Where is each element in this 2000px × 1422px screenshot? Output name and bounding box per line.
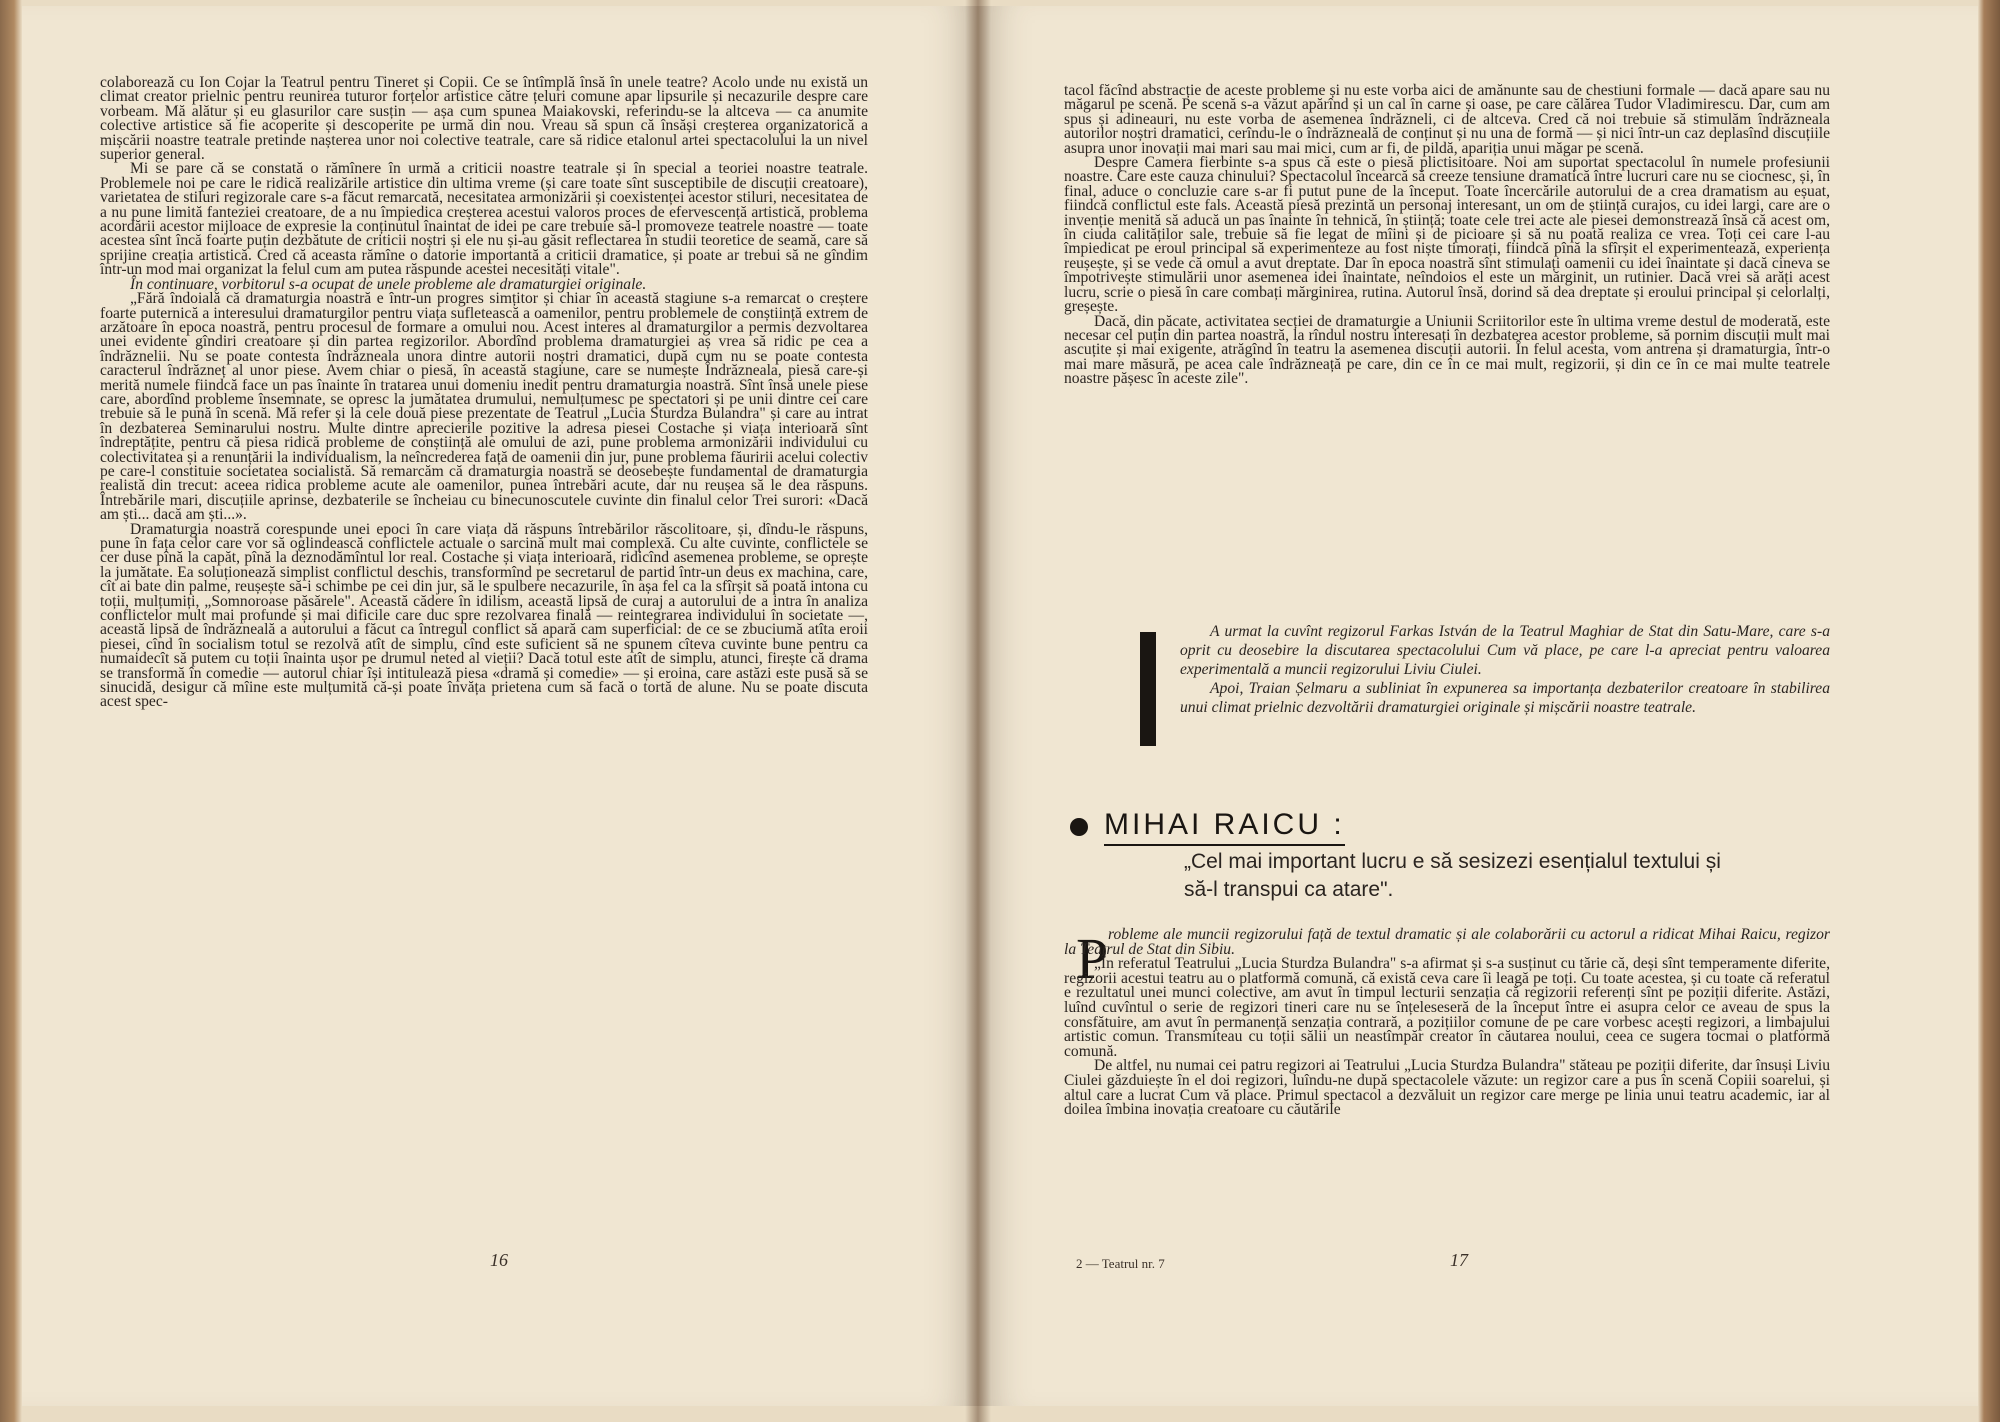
- paragraph: tacol făcînd abstracție de aceste probleme și nu este vorba aici de amănunte sau de chestiuni formale — dacă apare sau nu măgarul pe scenă. Pe scenă s-a văzut apărînd și un cal în carne și oase, pe care călărea Tudor Vladimirescu. Dar, cum am spus și adineauri, nu este vorba de asemenea îndrăzneli, ci de altceva. Cred că noi trebuie să stimulăm îndrăzneala autorilor noștri dramatici, cerîndu-le o îndrăzneală de conținut și nu una de formă — și nici într-un caz deplasînd discuțiile asupra unor inovații mai mari sau mai mici, cum ar fi, de pildă, apariția unui măgar pe scenă.: [1064, 82, 1830, 157]
- speaker-heading: [1070, 808, 1345, 846]
- paragraph: „Fără îndoială că dramaturgia noastră e într-un progres simțitor și chiar în această stagiune s-a remarcat o creștere foarte puternică a interesului dramaturgilor pentru viața sufletească a oamenilor, pentru problemele de conștiință extrem de arzătoare în epoca noastră, pentru procesul de formare a omului nou. Acest interes al dramaturgilor a permis dezvoltarea unei evidente gîndiri creatoare și din partea regizorilor. Abordînd problema dramaturgiei aș vrea să ridic pe cea a îndrăznelii. Nu se poate contesta îndrăzneala unora dintre autorii noștri dramatici, după cum nu se poate contesta caracterul îndrăzneț al unor piese. Avem chiar o piesă, în această stagiune, care se numește Îndrăzneala, piesă care-și merită numele fiindcă face un pas înainte în tratarea unui domeniu inedit pentru dramaturgia noastră. Sînt însă unele piese care, abordînd probleme însemnate, se opresc la jumătatea drumului, nemulțumesc pe spectatori și pe unii dintre cei care trebuie să le pună în scenă. Mă refer și la cele două piese prezentate de Teatrul „Lucia Sturdza Bulandra" și care au intrat în dezbaterea Seminarului nostru. Multe dintre aprecierile pozitive la adresa piesei Costache și viața interioară sînt îndreptățite, pentru că piesa ridică probleme de conștiință ale omului de azi, pune problema armonizării individului cu colectivitatea și a renunțării la individualism, la neîncrederea față de oamenii din jur, pune problema făuririi acelui colectiv pe care-l constituie societatea socialistă. Să remarcăm că dramaturgia noastră se deosebește fundamental de dramaturgia realistă din trecut: aceea ridica probleme acute ale oamenilor, punea întrebări acute, dar nu reușea să le dea răspuns. Întrebările mari, discuțiile aprinse, dezbaterile se încheiau cu binecunoscutele cuvinte din finalul celor Trei surori: «Dacă am ști... dacă am ști...».: [100, 290, 868, 524]
- right-page-text: [1064, 84, 1830, 387]
- decorative-bar: [1140, 632, 1156, 746]
- intro-italic-block: [1180, 622, 1830, 717]
- footer-signature: 2 — Teatrul nr. 7: [1076, 1256, 1165, 1271]
- paragraph: Dramaturgia noastră corespunde unei epoci în care viața dă răspuns întrebărilor răscolitoare, și, dîndu-le răspuns, pune în fața celor care vor să oglindească conflictele actuale o sarcină mult mai complexă. Cu alte cuvinte, conflictele se cer duse pînă la capăt, pînă la deznodămîntul lor real. Costache și viața interioară, ridicînd asemenea probleme, se oprește la jumătate. Ea soluționează simplist conflictul deschis, transformînd pe secretarul de partid într-un deus ex machina, care, cît ai bate din palme, reușește să-i schimbe pe cei din jur, să le spulbere necazurile, în așa fel ca la sfîrșit să poată intona cu toții, mulțumiți, „Somnoroase păsărele". Această cădere în idilism, această lipsă de curaj a autorului de a intra în analiza conflictelor mult mai profunde și mai dificile care duc spre rezolvarea finală — reintegrarea individului în societate —, această lipsă de îndrăzneală a autorului a făcut ca întregul conflict să apară cam superficial: de ce se zbuciumă atîta eroii piesei, cînd în socialism totul se rezolvă atît de simplu, cînd este suficient să ne spunem cîteva cuvinte bune pentru ca numaidecît să putem cu toții înainta ușor pe drumul neted al vieții? Dacă totul este atît de simplu, atunci, firește că drama se transformă în comedie — autorul chiar își intitulează piesa «dramă și comedie» — și eroina, care astăzi este pusă să se sinucidă, desigur că mîine este mulțumită că-și poate învăța prietena cum să facă o tortă de alune. Nu se poate discuta acest spec-: [100, 520, 868, 711]
- speaker-section-text: [1064, 928, 1830, 1118]
- paragraph: Despre Camera fierbinte s-a spus că este o piesă plictisitoare. Noi am suportat spectacolul în numele profesiunii noastre. Care este cauza chinului? Spectacolul încearcă să creeze tensiune dramatică între lucruri care nu se ciocnesc, și, în final, aduce o concluzie care s-ar fi putut pune de la început. Toate încercările autorului de a crea dramatism au eșuat, fiindcă conflictul este fals. Această piesă prezintă un personaj interesant, un om de știință curajos, cu idei largi, care are o invenție menită să aducă un pas înainte în tehnică, în știință; toate cele trei acte ale piesei demonstrează însă că acest om, în ciuda calităților sale, trebuie să fie legat de mîini și de picioare și să nu poată realiza ce vrea. Toți cei care l-au împiedicat pe eroul principal să experimenteze au fost niște timorați, fiindcă pînă la sfîrșit el experimentează, experiența reușește, și se vede că omul a avut dreptate. Dar în epoca noastră sînt stimulați oamenii cu idei înaintate și dacă cineva se împotrivește stimulării unor asemenea idei înaintate, neîndoios el este un mărginit, un rutinier. Dacă vrei să arăți acest lucru, scrie o piesă în care combați mărginirea, rutina. Autorul însă, dorind să dea dreptate și eroului principal și celorlalți, greșește.: [1064, 154, 1830, 316]
- page-number-left: 16: [490, 1250, 508, 1270]
- paragraph: Apoi, Traian Șelmaru a subliniat în expunerea sa importanța dezbaterilor creatoare în stabilirea unui climat prielnic dezvoltării dramaturgiei originale și mișcării noastre teatrale.: [1180, 680, 1830, 716]
- page-number-right: 17: [1450, 1250, 1468, 1270]
- paragraph: colaborează cu Ion Cojar la Teatrul pentru Tineret și Copii. Ce se întîmplă însă în unele teatre? Acolo unde nu există un climat creator prielnic pentru reunirea tuturor forțelor artistice către țeluri comune apar lipsurile și necazurile despre care vorbeam. Mă alătur și eu glasurilor care susțin — așa cum spunea Maiakovski, referindu-se la altceva — ca anumite colective artistice să fie acoperite și descoperite pe urmă din nou. Vreau să spun că însăși creșterea organizatorică a mișcării noastre teatrale pretinde nașterea unor noi colective teatrale, care să ridice etalonul artei spectacolului la un nivel superior general.: [100, 74, 868, 164]
- speaker-name: MIHAI RAICU :: [1104, 808, 1345, 846]
- book-gutter: [965, 0, 991, 1422]
- paragraph: De altfel, nu numai cei patru regizori ai Teatrului „Lucia Sturdza Bulandra" stăteau pe poziții diferite, dar însuși Liviu Ciulei găzduiește în el doi regizori, luîndu-ne după spectacolele văzute: un regizor care a pus în scenă Copiii soarelui, și altul care a lucrat Cum vă place. Primul spectacol a dezvăluit un regizor care merge pe linia unui teatru academic, iar al doilea îmbina inovația creatoare cu căutările: [1064, 1057, 1830, 1119]
- drop-cap: P: [1076, 926, 1109, 991]
- paragraph: A urmat la cuvînt regizorul Farkas István de la Teatrul Maghiar de Stat din Satu-Mare, care s-a oprit cu deosebire la discutarea spectacolului Cum vă place, pe care l-a apreciat pentru valoarea experimentală a muncii regizorului Liviu Ciulei.: [1180, 623, 1830, 678]
- paragraph: „În referatul Teatrului „Lucia Sturdza Bulandra" s-a afirmat și s-a susținut cu tărie că, deși sînt temperamente diferite, regizorii acestui teatru au o platformă comună, că există ceva care îi leagă pe toți. Cu toate acestea, și cu toate că referatul e rezultatul unei munci colective, am avut în timpul lecturii senzația că regizorii referenți sînt pe poziții diferite. Astăzi, luînd cuvîntul o serie de regizori tineri care nu se înțeleseseră de la început între ei asupra celor ce aveau de spus la consfătuire, am avut în permanență senzația contrară, a pozițiilor comune de pe care vorbesc acești regizori, a limbajului artistic comun. Transmiteau cu toții sălii un neastîmpăr creator în căutarea noului, ceea ce sugera tocmai o platformă comună.: [1064, 955, 1830, 1060]
- paragraph: Mi se pare că se constată o rămînere în urmă a criticii noastre teatrale și în special a teoriei noastre teatrale. Problemele noi pe care le ridică realizările artistice din ultima vreme (și care toate sînt susceptibile de discuții creatoare), varietatea de stiluri regizorale care s-a făcut remarcată, necesitatea armonizării și coexistenței acestor stiluri, necesitatea de a nu pune limită fanteziei creatoare, de a nu împiedica creșterea acestui valoros proces de efervescență artistică, problema acordării acestor mijloace de expresie la conținutul înaintat de idei pe care trebuie să-l promoveze teatrele noastre — toate acestea sînt încă foarte puțin dezbătute de criticii noștri și ele nu și-au găsit reflectarea în studii teoretice de seamă, care să sprijine creația artistică. Cred că aceasta rămîne o datorie importantă a criticii dramatice, și poate ar trebui să ne gîndim într-un mod mai organizat la felul cum am putea răspunde acestei necesități vitale".: [100, 160, 868, 279]
- paragraph: În continuare, vorbitorul s-a ocupat de unele probleme ale dramaturgiei originale.: [130, 275, 647, 293]
- bullet-icon: [1070, 818, 1088, 836]
- speaker-quote: „Cel mai important lucru e să sesizezi esențialul textului și să-l transpui ca atare".: [1184, 850, 1721, 901]
- left-page-text: [100, 76, 868, 710]
- paragraph: Dacă, din păcate, activitatea secției de dramaturgie a Uniunii Scriitorilor este în ultima vreme destul de moderată, este necesar cel puțin din partea noastră, la rîndul nostru interesați în dezbaterea acestor probleme, să pornim discuții mult mai ascuțite și mai exigente, atrăgînd în teatru la asemenea discuții autorii. În felul acesta, vom antrena și dramaturgia, într-o mai mare măsură, pe acea cale îndrăzneață pe care, din ce în ce mai mult, regizorii, și din ce în ce mai multe teatrele noastre pășesc în aceste zile".: [1064, 312, 1830, 388]
- paragraph: robleme ale muncii regizorului față de textul dramatic și ale colaborării cu actorul a ridicat Mihai Raicu, regizor la Teatrul de Stat din Sibiu.: [1064, 926, 1830, 958]
